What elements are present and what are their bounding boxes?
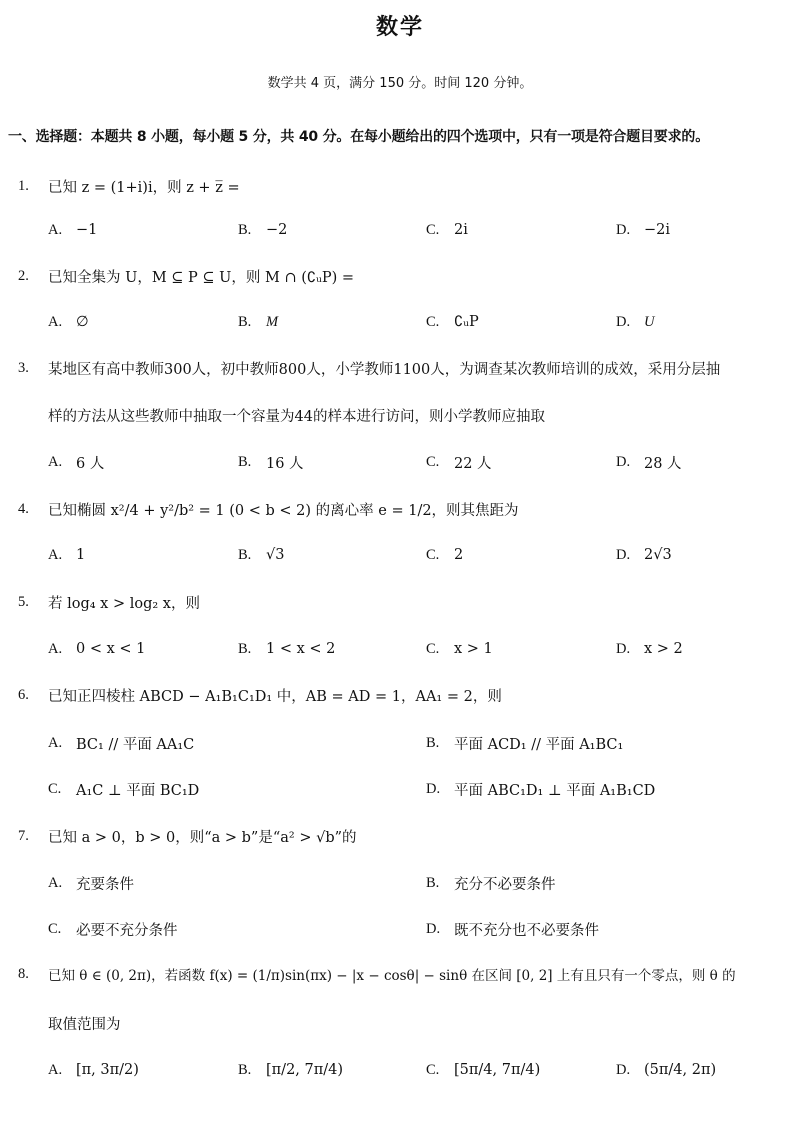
option-c	[426, 547, 463, 564]
option-letter: D.	[616, 546, 631, 563]
option-letter: D.	[426, 780, 441, 797]
question-text: 已知椭圆 x²/4 + y²/b² = 1 (0 < b < 2) 的离心率 e = 1/2，则其焦距为	[48, 502, 519, 519]
option-text: [π/2, 7π/4)	[266, 1062, 344, 1078]
question-3-stem-cont	[0, 403, 800, 427]
option-c	[48, 919, 178, 940]
option-text: −1	[76, 222, 98, 238]
option-b	[426, 733, 623, 754]
option-letter: D.	[616, 313, 631, 330]
question-text: 某地区有高中教师300人，初中教师800人，小学教师1100人，为调查某次教师培训的成效，采用分层抽	[48, 361, 721, 378]
option-text: A₁C ⊥ 平面 BC₁D	[76, 782, 200, 799]
option-text: M	[266, 313, 279, 330]
question-2-stem	[0, 264, 800, 288]
question-text: 已知正四棱柱 ABCD − A₁B₁C₁D₁ 中，AB = AD = 1，AA₁ = 2，则	[48, 688, 502, 705]
option-text: 1	[76, 547, 86, 563]
option-a	[48, 314, 89, 331]
option-letter: C.	[426, 313, 440, 330]
question-text: 取值范围为	[48, 1016, 121, 1033]
option-a	[48, 873, 134, 894]
option-letter: C.	[48, 780, 62, 797]
option-text: U	[644, 313, 655, 330]
question-8-stem	[0, 962, 800, 986]
option-text: 2√3	[644, 547, 672, 563]
question-number: 2.	[18, 267, 29, 284]
option-letter: A.	[48, 313, 63, 330]
option-text: −2i	[644, 222, 671, 238]
option-d	[616, 547, 672, 564]
option-text: BC₁ // 平面 AA₁C	[76, 736, 195, 753]
option-c	[426, 452, 492, 473]
option-b	[238, 452, 304, 473]
question-number: 4.	[18, 500, 29, 517]
question-number: 3.	[18, 359, 29, 376]
option-letter: A.	[48, 734, 63, 751]
question-1-stem	[0, 174, 800, 198]
option-text: 1 < x < 2	[266, 641, 336, 657]
option-b	[238, 547, 284, 564]
option-text: 6 人	[76, 455, 105, 472]
option-text: 平面 ACD₁ // 平面 A₁BC₁	[454, 736, 624, 753]
option-a	[48, 222, 97, 239]
option-text: 2i	[454, 222, 468, 238]
option-b	[238, 314, 278, 331]
option-b	[426, 873, 556, 894]
question-1-options	[0, 218, 800, 242]
option-c	[426, 314, 479, 331]
option-letter: A.	[48, 221, 63, 238]
option-letter: D.	[616, 221, 631, 238]
question-5-stem	[0, 590, 800, 614]
option-d	[426, 779, 655, 800]
option-a	[48, 641, 145, 658]
option-text: √3	[266, 547, 285, 563]
question-2-options	[0, 310, 800, 334]
option-text: 平面 ABC₁D₁ ⊥ 平面 A₁B₁CD	[454, 782, 656, 799]
question-4-stem	[0, 497, 800, 521]
option-d	[616, 452, 682, 473]
page-subtitle: 数学共 4 页，满分 150 分。时间 120 分钟。	[267, 76, 533, 91]
option-c	[426, 641, 493, 658]
option-letter: B.	[238, 221, 252, 238]
option-text: 必要不充分条件	[76, 922, 178, 939]
question-text: 若 log₄ x > log₂ x，则	[48, 595, 200, 612]
question-6-stem	[0, 683, 800, 707]
option-text: 既不充分也不必要条件	[454, 922, 599, 939]
option-letter: A.	[48, 1061, 63, 1078]
question-number: 6.	[18, 686, 29, 703]
option-letter: D.	[426, 920, 441, 937]
option-text: 充分不必要条件	[454, 876, 556, 893]
question-text: 已知全集为 U，M ⊆ P ⊆ U，则 M ∩ (∁ᵤP) =	[48, 269, 355, 286]
page-title: 数学	[375, 15, 424, 40]
option-text: x > 2	[644, 641, 683, 657]
option-letter: C.	[426, 546, 440, 563]
option-text: (5π/4, 2π)	[644, 1062, 717, 1078]
question-6-options-row1	[0, 731, 800, 755]
question-7-options-row1	[0, 871, 800, 895]
option-b	[238, 1062, 343, 1079]
question-text: 已知 z = (1+i)i，则 z + z̅ =	[48, 179, 240, 196]
question-number: 1.	[18, 177, 29, 194]
option-letter: C.	[426, 453, 440, 470]
option-letter: A.	[48, 546, 63, 563]
question-text: 已知 θ ∈ (0, 2π)，若函数 f(x) = (1/π)sin(πx) − |x − cosθ| − sinθ 在区间 [0, 2] 上有且只有一个零点，则 θ 的	[48, 968, 736, 984]
option-letter: C.	[426, 221, 440, 238]
option-letter: B.	[238, 546, 252, 563]
option-d	[616, 314, 654, 331]
question-7-stem	[0, 824, 800, 848]
option-a	[48, 733, 194, 754]
option-d	[616, 641, 683, 658]
option-text: ∁ᵤP	[454, 314, 479, 330]
option-letter: D.	[616, 640, 631, 657]
option-c	[48, 779, 199, 800]
option-a	[48, 1062, 139, 1079]
option-a	[48, 547, 85, 564]
option-letter: B.	[238, 313, 252, 330]
option-b	[238, 641, 335, 658]
question-7-options-row2	[0, 917, 800, 941]
section-header: 一、选择题：本题共 8 小题，每小题 5 分，共 40 分。在每小题给出的四个选项中，只有一项是符合题目要求的。	[8, 129, 710, 145]
option-b	[238, 222, 287, 239]
question-text: 已知 a > 0，b > 0，则“a > b”是“a² > √b”的	[48, 829, 357, 846]
option-letter: B.	[238, 640, 252, 657]
question-3-options	[0, 450, 800, 474]
option-letter: B.	[426, 734, 440, 751]
option-d	[426, 919, 599, 940]
option-letter: D.	[616, 453, 631, 470]
option-letter: C.	[48, 920, 62, 937]
option-c	[426, 1062, 540, 1079]
option-letter: A.	[48, 640, 63, 657]
option-letter: D.	[616, 1061, 631, 1078]
option-d	[616, 1062, 716, 1079]
option-letter: C.	[426, 1061, 440, 1078]
option-letter: C.	[426, 640, 440, 657]
option-text: [π, 3π/2)	[76, 1062, 139, 1078]
option-text: [5π/4, 7π/4)	[454, 1062, 541, 1078]
question-8-stem-cont	[0, 1011, 800, 1035]
option-letter: A.	[48, 874, 63, 891]
question-number: 7.	[18, 827, 29, 844]
option-text: 28 人	[644, 455, 682, 472]
option-d	[616, 222, 670, 239]
question-number: 8.	[18, 965, 29, 982]
option-letter: B.	[238, 453, 252, 470]
question-6-options-row2	[0, 777, 800, 801]
option-text: 2	[454, 547, 464, 563]
option-text: 22 人	[454, 455, 492, 472]
option-text: ∅	[76, 314, 89, 330]
option-text: 16 人	[266, 455, 304, 472]
question-5-options	[0, 637, 800, 661]
option-letter: B.	[426, 874, 440, 891]
question-8-options	[0, 1058, 800, 1082]
question-4-options	[0, 543, 800, 567]
option-letter: A.	[48, 453, 63, 470]
question-number: 5.	[18, 593, 29, 610]
option-a	[48, 452, 104, 473]
option-text: 充要条件	[76, 876, 134, 893]
option-text: x > 1	[454, 641, 493, 657]
option-text: −2	[266, 222, 288, 238]
question-text: 样的方法从这些教师中抽取一个容量为44的样本进行访问，则小学教师应抽取	[48, 408, 545, 425]
option-letter: B.	[238, 1061, 252, 1078]
option-c	[426, 222, 468, 239]
question-3-stem	[0, 356, 800, 380]
option-text: 0 < x < 1	[76, 641, 146, 657]
